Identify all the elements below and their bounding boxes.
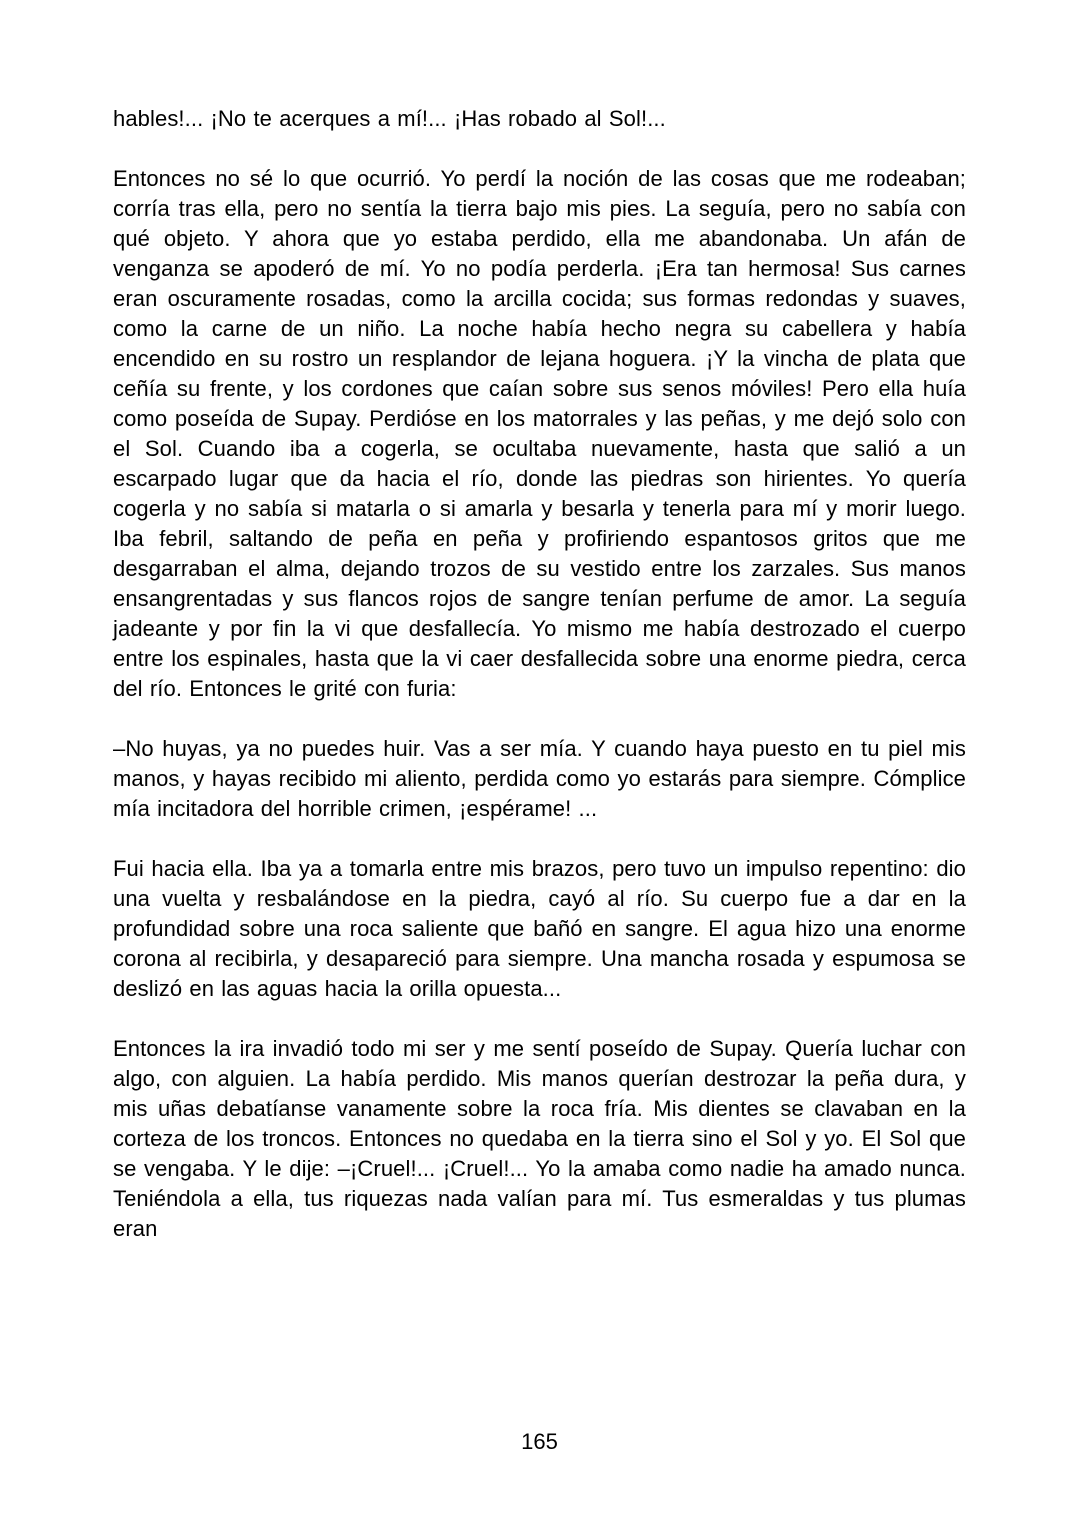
paragraph-3: –No huyas, ya no puedes huir. Vas a ser mía. Y cuando haya puesto en tu piel mis manos, y hayas recibido mi aliento, perdida como yo estarás para siempre. Cómplice mía incitadora del horrible crimen, ¡espérame! ... bbox=[113, 736, 966, 821]
page-number: 165 bbox=[521, 1429, 558, 1454]
page-text-block bbox=[113, 104, 966, 1274]
paragraph-5: Entonces la ira invadió todo mi ser y me sentí poseído de Supay. Quería luchar con algo, con alguien. La había perdido. Mis manos querían destrozar la peña dura, y mis uñas debatíanse vanamente sobre la roca fría. Mis dientes se clavaban en la corteza de los troncos. Entonces no quedaba en la tierra sino el Sol y yo. El Sol que se vengaba. Y le dije: –¡Cruel!... ¡Cruel!... Yo la amaba como nadie ha amado nunca. Teniéndola a ella, tus riquezas nada valían para mí. Tus esmeraldas y tus plumas eran bbox=[113, 1036, 966, 1241]
paragraph-2: Entonces no sé lo que ocurrió. Yo perdí la noción de las cosas que me rodeaban; corría tras ella, pero no sentía la tierra bajo mis pies. La seguía, pero no sabía con qué objeto. Y ahora que yo estaba perdido, ella me abandonaba. Un afán de venganza se apoderó de mí. Yo no podía perderla. ¡Era tan hermosa! Sus carnes eran oscuramente rosadas, como la arcilla cocida; sus formas redondas y suaves, como la carne de un niño. La noche había hecho negra su cabellera y había encendido en su rostro un resplandor de lejana hoguera. ¡Y la vincha de plata que ceñía su frente, y los cordones que caían sobre sus senos móviles! Pero ella huía como poseída de Supay. Perdióse en los matorrales y las peñas, y me dejó solo con el Sol. Cuando iba a cogerla, se ocultaba nuevamente, hasta que salió a un escarpado lugar que da hacia el río, donde las piedras son hirientes. Yo quería cogerla y no sabía si matarla o si amarla y besarla y tenerla para mí y morir luego. Iba febril, saltando de peña en peña y profiriendo espantosos gritos que me desgarraban el alma, dejando trozos de su vestido entre los zarzales. Sus manos ensangrentadas y sus flancos rojos de sangre tenían perfume de amor. La seguía jadeante y por fin la vi que desfallecía. Yo mismo me había destrozado el cuerpo entre los espinales, hasta que la vi caer desfallecida sobre una enorme piedra, cerca del río. Entonces le grité con furia: bbox=[113, 166, 966, 701]
paragraph-1: hables!... ¡No te acerques a mí!... ¡Has robado al Sol!... bbox=[113, 106, 666, 131]
paragraph-4: Fui hacia ella. Iba ya a tomarla entre mis brazos, pero tuvo un impulso repentino: dio una vuelta y resbalándose en la piedra, cayó al río. Su cuerpo fue a dar en la profundidad sobre una roca saliente que bañó en sangre. El agua hizo una enorme corona al recibirla, y desapareció para siempre. Una mancha rosada y espumosa se deslizó en las aguas hacia la orilla opuesta... bbox=[113, 856, 966, 1001]
